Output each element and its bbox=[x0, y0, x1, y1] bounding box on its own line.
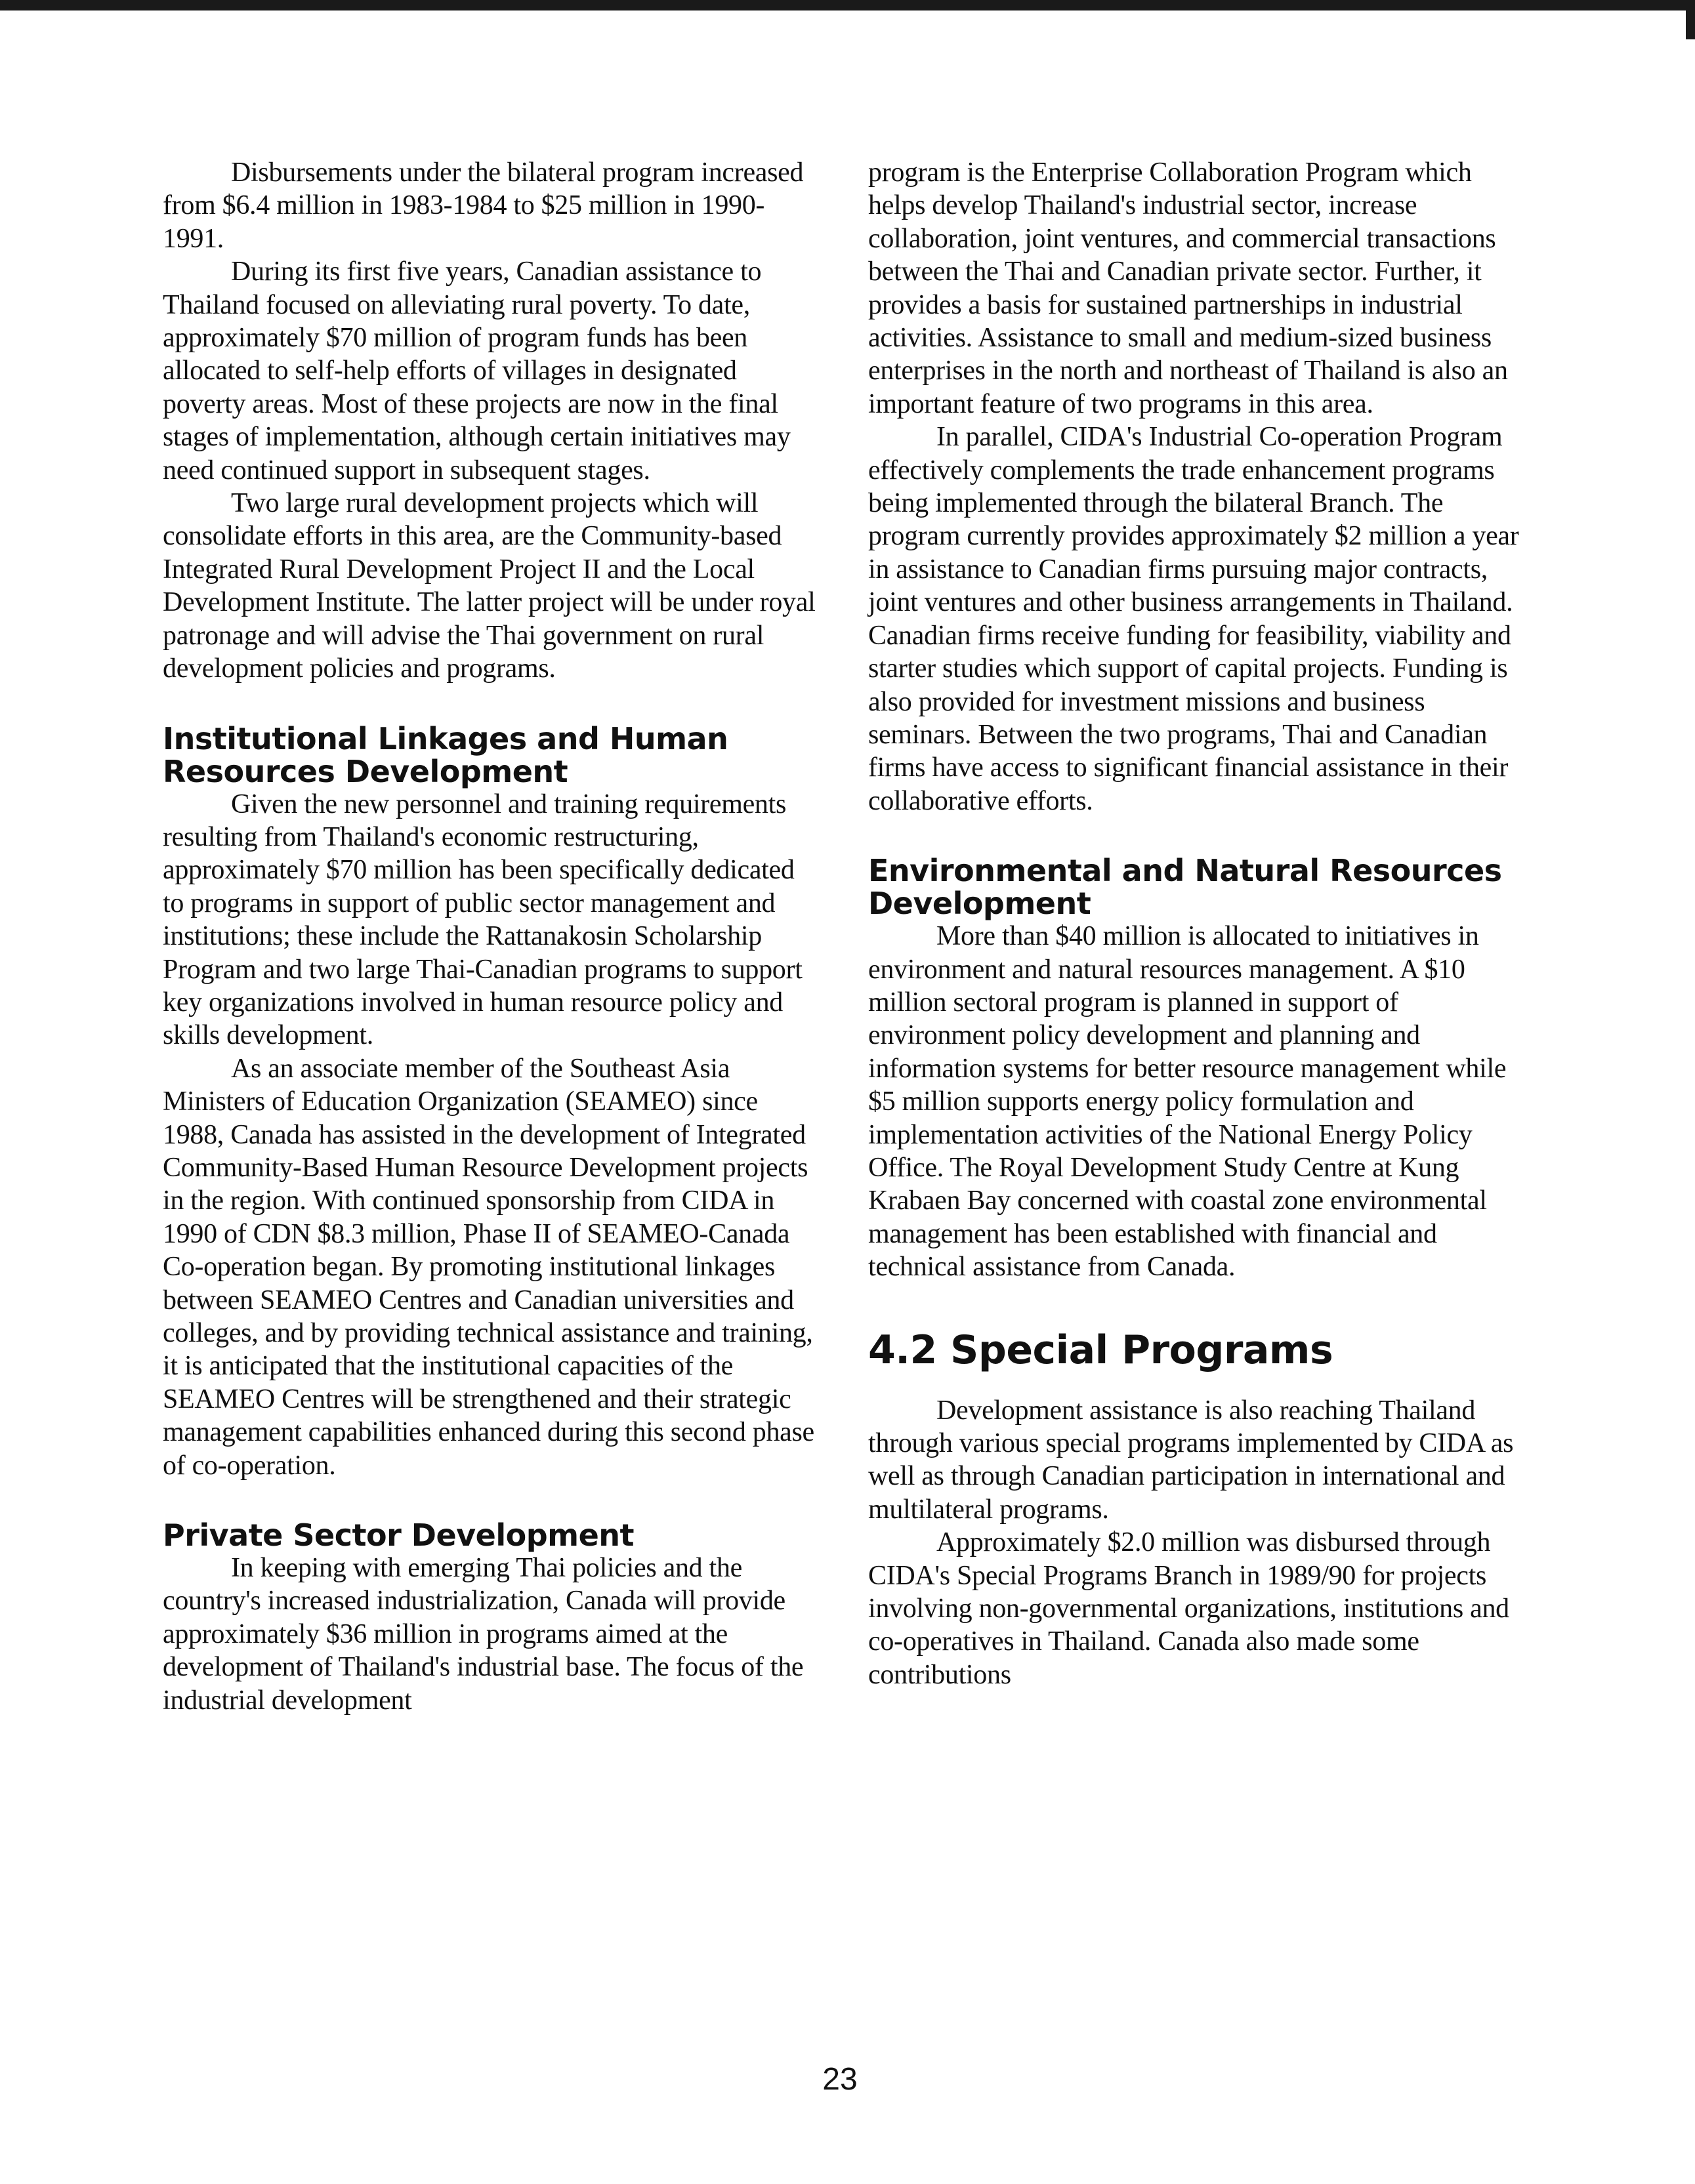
page-corner-edge bbox=[1686, 0, 1695, 39]
paragraph-development-assistance: Development assistance is also reaching Thailand through various special programs implemented by CIDA as well as through Canadian participation in international and multilateral programs. bbox=[868, 1395, 1514, 1525]
heading-environmental-resources: Environmental and Natural Resources Development bbox=[868, 853, 1502, 922]
page-number: 23 bbox=[822, 2062, 858, 2097]
left-column bbox=[163, 156, 819, 1717]
paragraph-seameo: As an associate member of the Southeast Asia Ministers of Education Organization (SEAMEO) since 1988, Canada has assisted in the development of Integrated Community-Based Human Resource Development projects in the region. With continued sponsorship from CIDA in 1990 of CDN $8.3 million, Phase II of SEAMEO-Canada Co-operation began. By promoting institutional linkages between SEAMEO Centres and Canadian universities and colleges, and by providing technical assistance and training, it is anticipated that the institutional capacities of the SEAMEO Centres will be strengthened and their strategic management capabilities enhanced during this second phase of co-operation. bbox=[163, 1053, 814, 1481]
heading-private-sector: Private Sector Development bbox=[163, 1517, 635, 1554]
paragraph-special-programs-branch: Approximately $2.0 million was disbursed through CIDA's Special Programs Branch in 1989/90 for projects involving non-governmental organizations, institutions and co-operatives in Thailand. Canada also made some contributions bbox=[868, 1527, 1509, 1690]
paragraph-environment-initiatives: More than $40 million is allocated to initiatives in environment and natural resources management. A $10 million sectoral program is planned in support of environment policy development and planning and information systems for better resource management while $5 million supports energy policy formulation and implementation activities of the National Energy Policy Office. The Royal Development Study Centre at Kung Krabaen Bay concerned with coastal zone environmental management has been established with financial and technical assistance from Canada. bbox=[868, 921, 1507, 1283]
paragraph-disbursements: Disbursements under the bilateral program increased from $6.4 million in 1983-1984 to $25 million in 1990-1991. bbox=[163, 157, 804, 254]
heading-special-programs: 4.2 Special Programs bbox=[868, 1327, 1333, 1373]
paragraph-enterprise-collaboration: program is the Enterprise Collaboration Program which helps develop Thailand's industrial sector, increase collaboration, joint ventures, and commercial transactions between the Thai and Canadian private sector. Further, it provides a basis for sustained partnerships in industrial activities. Assistance to small and medium-sized business enterprises in the north and northeast of Thailand is also an important feature of two programs in this area. bbox=[868, 157, 1508, 419]
paragraph-rural-poverty: During its first five years, Canadian assistance to Thailand focused on alleviating rural poverty. To date, approximately $70 million of program funds has been allocated to self-help efforts of villages in designated poverty areas. Most of these projects are now in the final stages of implementation, although certain initiatives may need continued support in subsequent stages. bbox=[163, 257, 791, 485]
heading-institutional-linkages: Institutional Linkages and Human Resources Development bbox=[163, 720, 728, 789]
page-top-edge bbox=[0, 0, 1695, 10]
paragraph-industrialization: In keeping with emerging Thai policies and the country's increased industrialization, Canada will provide approximately $36 million in programs aimed at the development of Thailand's industrial base. The focus of the industrial development bbox=[163, 1553, 804, 1716]
right-column bbox=[868, 156, 1524, 1691]
paragraph-rural-projects: Two large rural development projects which will consolidate efforts in this area, are the Community-based Integrated Rural Development Project II and the Local Development Institute. The latter project will be under royal patronage and will advise the Thai government on rural development policies and programs. bbox=[163, 488, 816, 684]
paragraph-human-resources: Given the new personnel and training requirements resulting from Thailand's economic restructuring, approximately $70 million has been specifically dedicated to programs in support of public sector management and institutions; these include the Rattanakosin Scholarship Program and two large Thai-Canadian programs to support key organizations involved in human resource policy and skills development. bbox=[163, 789, 803, 1051]
paragraph-industrial-cooperation: In parallel, CIDA's Industrial Co-operation Program effectively complements the trade enhancement programs being implemented through the bilateral Branch. The program currently provides approximately $2 million a year in assistance to Canadian firms pursuing major contracts, joint ventures and other business arrangements in Thailand. Canadian firms receive funding for feasibility, viability and starter studies which support of capital projects. Funding is also provided for investment missions and business seminars. Between the two programs, Thai and Canadian firms have access to significant financial assistance in their collaborative efforts. bbox=[868, 422, 1519, 816]
